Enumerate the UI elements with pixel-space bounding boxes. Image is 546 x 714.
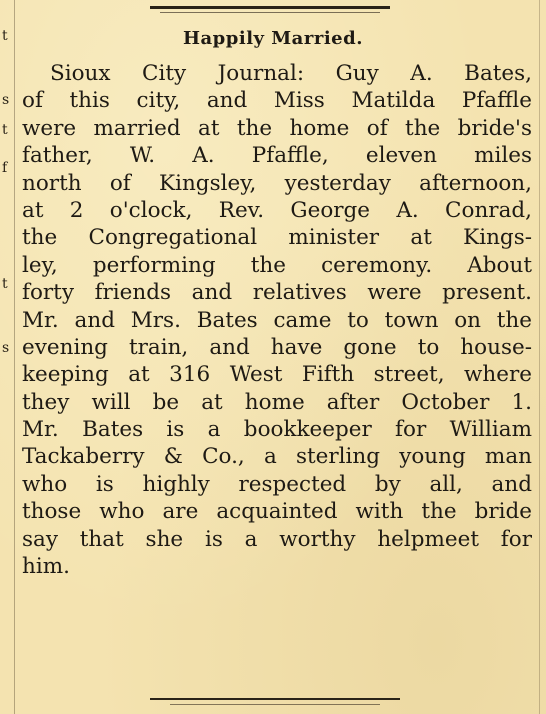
adjacent-column-fragments	[0, 0, 12, 714]
fragment-letter: f	[2, 160, 8, 176]
column-divider-left	[14, 0, 15, 714]
article-line: Mr. and Mrs. Bates came to town on the	[22, 307, 532, 333]
article-line: who is highly respected by all, and	[22, 471, 532, 497]
fragment-letter: s	[2, 92, 10, 108]
article-line: say that she is a worthy helpmeet for	[22, 526, 532, 552]
fragment-letter: t	[2, 276, 8, 292]
article-line: father, W. A. Pfaffle, eleven miles	[22, 143, 532, 169]
article-line: those who are acquainted with the bride	[22, 499, 532, 525]
top-divider-rule	[150, 6, 390, 9]
article-line: Tackaberry & Co., a sterling young man	[22, 444, 532, 470]
article-headline: Happily Married.	[183, 28, 363, 49]
bottom-divider-rule-thin	[170, 704, 380, 705]
article-line: Mr. Bates is a bookkeeper for William	[22, 417, 532, 443]
article-line: Sioux City Journal: Guy A. Bates,	[50, 61, 532, 86]
article-line: they will be at home after October 1.	[22, 389, 532, 415]
top-divider-rule-thin	[160, 12, 380, 13]
article-line: were married at the home of the bride's	[22, 115, 532, 141]
column-divider-right	[539, 0, 540, 714]
article-line: him.	[22, 554, 70, 580]
article-line: forty friends and relatives were present.	[22, 280, 532, 306]
fragment-letter: t	[2, 122, 8, 138]
article-line: north of Kingsley, yesterday afternoon,	[22, 170, 532, 196]
article-line: at 2 o'clock, Rev. George A. Conrad,	[22, 197, 532, 223]
article-body	[22, 60, 532, 580]
article-line: of this city, and Miss Matilda Pfaffle	[22, 88, 532, 114]
article-line: the Congregational minister at Kings-	[22, 225, 532, 251]
article-line: keeping at 316 West Fifth street, where	[22, 362, 532, 388]
fragment-letter: t	[2, 28, 8, 44]
fragment-letter: s	[2, 340, 10, 356]
article-line: ley, performing the ceremony. About	[22, 252, 532, 278]
article-line: evening train, and have gone to house-	[22, 334, 532, 360]
bottom-divider-rule	[150, 698, 400, 700]
